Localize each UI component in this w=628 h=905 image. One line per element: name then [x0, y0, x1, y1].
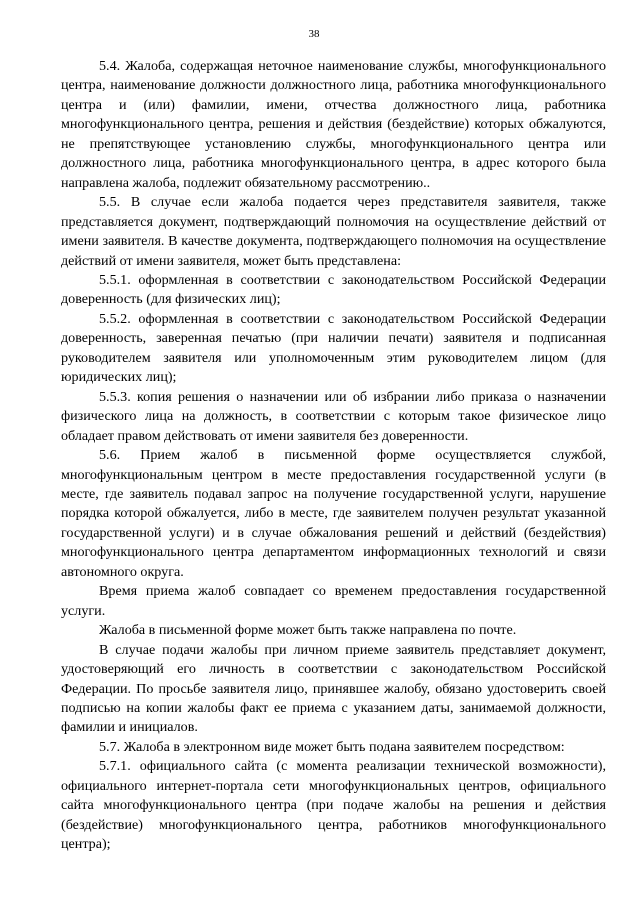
page-number: 38	[308, 28, 320, 40]
paragraph-postal-submission: Жалоба в письменной форме может быть также направлена по почте.	[99, 622, 517, 639]
paragraph-5-5-3: 5.5.3. копия решения о назначении или об избрании либо приказа о назначении физического лица на должность, в соответствии с которым такое физическое лицо обладает правом действовать от имени заявителя без доверенности.	[61, 388, 606, 444]
paragraph-5-5-2: 5.5.2. оформленная в соответствии с законодательством Российской Федерации доверенность, заверенная печатью (при наличии печати) заявителя и подписанная руководителем заявителя или уполномоченным этим руководителем лицом (для юридических лиц);	[61, 310, 606, 386]
paragraph-5-7-1: 5.7.1. официального сайта (с момента реализации технической возможности), официального интернет-портала сети многофункциональных центров, официального сайта многофункционального центра (при подаче жалобы на решения и действия (бездействие) многофункционального центра, работников многофункционального центра);	[61, 758, 606, 853]
paragraph-5-6: 5.6. Прием жалоб в письменной форме осуществляется службой, многофункциональным центром в месте предоставления государственной услуги (в месте, где заявитель подавал запрос на получение государственной услуги, нарушение порядка которой обжалуется, либо в месте, где заявителем получен результат указанной государственной услуги) и в случае обжалования решений и действий (бездействия) многофункционального центра департаментом информационных технологий и связи автономного округа.	[61, 447, 606, 580]
document-body	[61, 57, 606, 855]
paragraph-5-7: 5.7. Жалоба в электронном виде может быть подана заявителем посредством:	[99, 738, 565, 755]
paragraph-5-5-1: 5.5.1. оформленная в соответствии с законодательством Российской Федерации доверенность (для физических лиц);	[61, 271, 606, 308]
paragraph-5-5: 5.5. В случае если жалоба подается через представителя заявителя, также представляется документ, подтверждающий полномочия на осуществление действий от имени заявителя. В качестве документа, подтверждающего полномочия на осуществление действий от имени заявителя, может быть представлена:	[61, 194, 606, 269]
paragraph-reception-time: Время приема жалоб совпадает со временем предоставления государственной услуги.	[61, 583, 606, 619]
paragraph-5-4: 5.4. Жалоба, содержащая неточное наименование службы, многофункционального центра, наименование должности должностного лица, работника многофункционального центра и (или) фамилии, имени, отчества должностного лица, работника многофункционального центра, решения и действия (бездействие) которых обжалуются, не препятствующее установлению службы, многофункционального центра или должностного лица, работника многофункционального центра, в адрес которого была направлена жалоба, подлежит обязательному рассмотрению..	[61, 58, 606, 191]
paragraph-personal-reception: В случае подачи жалобы при личном приеме заявитель представляет документ, удостоверяющий его личность в соответствии с законодательством Российской Федерации. По просьбе заявителя лицо, принявшее жалобу, обязано удостоверить своей подписью на копии жалобы факт ее приема с указанием даты, занимаемой должности, фамилии и инициалов.	[61, 641, 606, 736]
